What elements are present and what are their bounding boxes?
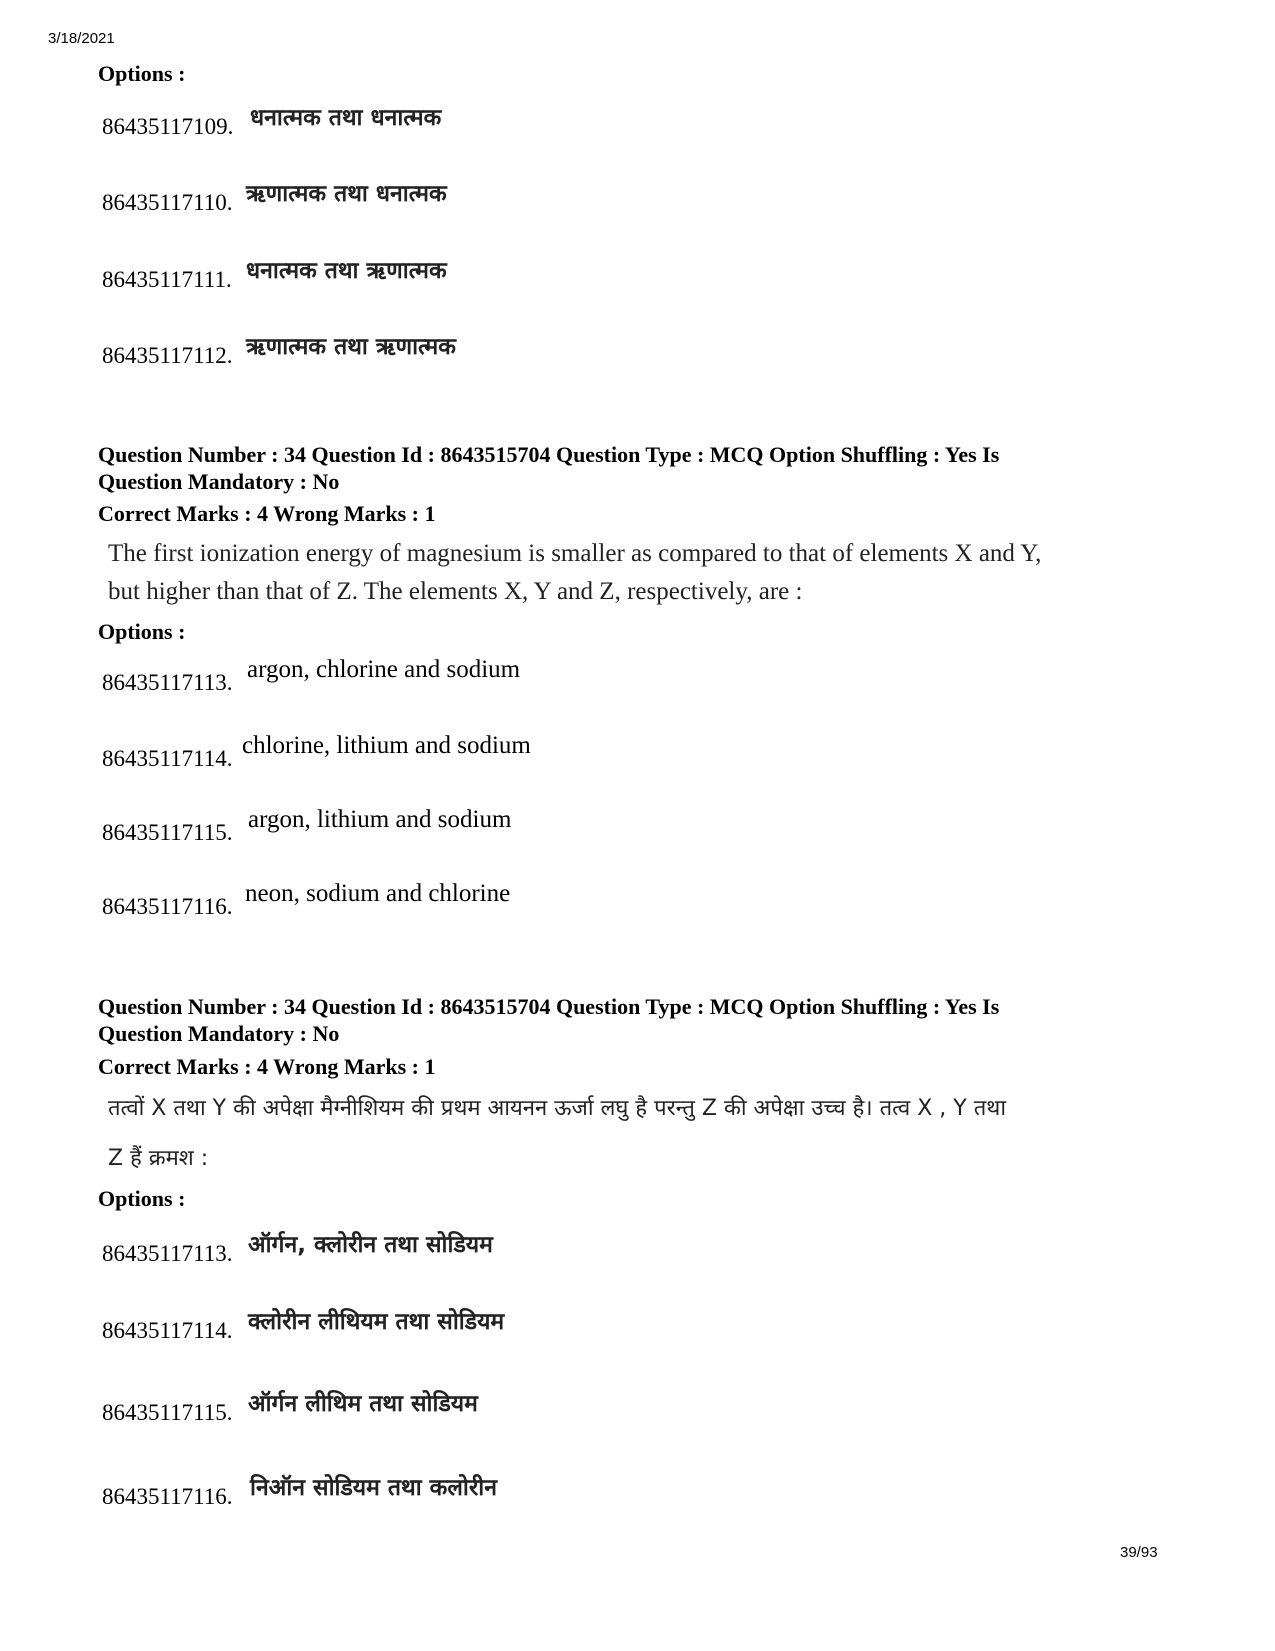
option-id: 86435117116.	[102, 1484, 233, 1509]
option-text: धनात्मक तथा धनात्मक	[250, 105, 442, 131]
option-id: 86435117115.	[102, 820, 233, 845]
option-row	[102, 1386, 1102, 1426]
option-id: 86435117112.	[102, 343, 233, 368]
options-label: Options :	[98, 61, 186, 86]
option-text: क्लोरीन लीथियम तथा सोडियम	[248, 1309, 505, 1335]
option-text: ऑर्गन लीथिम तथा सोडियम	[248, 1391, 478, 1417]
page-number: 39/93	[1120, 1544, 1158, 1561]
option-row	[102, 176, 1102, 216]
option-id: 86435117115.	[102, 1400, 233, 1425]
option-row	[102, 253, 1102, 293]
option-row	[102, 732, 1102, 772]
option-id: 86435117114.	[102, 746, 233, 771]
option-text: neon, sodium and chlorine	[245, 880, 511, 907]
option-id: 86435117111.	[102, 267, 232, 292]
question-meta: Question Number : 34 Question Id : 8643515704 Question Type : MCQ Option Shuffling : Yes Is	[98, 442, 1000, 467]
option-row	[102, 1470, 1102, 1510]
option-text: chlorine, lithium and sodium	[242, 732, 531, 759]
option-id: 86435117113.	[102, 670, 233, 695]
print-date: 3/18/2021	[48, 30, 115, 47]
option-text: धनात्मक तथा ऋणात्मक	[246, 258, 447, 284]
option-text: argon, chlorine and sodium	[247, 656, 521, 683]
option-text: ऋणात्मक तथा ऋणात्मक	[246, 334, 456, 360]
option-row	[102, 1227, 1102, 1267]
option-text: argon, lithium and sodium	[248, 806, 512, 833]
option-id: 86435117113.	[102, 1241, 233, 1266]
option-id: 86435117114.	[102, 1318, 233, 1343]
option-row	[102, 100, 1102, 140]
option-text: निऑन सोडियम तथा कलोरीन	[250, 1475, 498, 1501]
option-row	[102, 880, 1102, 920]
question-marks: Correct Marks : 4 Wrong Marks : 1	[98, 1054, 436, 1079]
option-id: 86435117116.	[102, 894, 233, 919]
options-label: Options :	[98, 619, 186, 644]
question-marks: Correct Marks : 4 Wrong Marks : 1	[98, 501, 436, 526]
question-mandatory: Question Mandatory : No	[98, 469, 340, 494]
option-id: 86435117110.	[102, 190, 233, 215]
option-row	[102, 656, 1102, 696]
option-row	[102, 806, 1102, 846]
options-label: Options :	[98, 1186, 186, 1211]
question-text-line2: Z हैं क्रमश :	[108, 1146, 209, 1171]
option-row	[102, 329, 1102, 369]
question-meta: Question Number : 34 Question Id : 8643515704 Question Type : MCQ Option Shuffling : Yes Is	[98, 994, 1000, 1019]
question-mandatory: Question Mandatory : No	[98, 1021, 340, 1046]
option-text: ऋणात्मक तथा धनात्मक	[246, 181, 447, 207]
option-row	[102, 1304, 1102, 1344]
option-id: 86435117109.	[102, 114, 234, 139]
question-text-line1: The first ionization energy of magnesium is smaller as compared to that of elements X and Y,	[108, 540, 1042, 567]
option-text: ऑर्गन, क्लोरीन तथा सोडियम	[248, 1232, 493, 1258]
question-text-line2: but higher than that of Z. The elements X, Y and Z, respectively, are :	[108, 578, 803, 605]
question-text-line1: तत्वों X तथा Y की अपेक्षा मैग्नीशियम की प्रथम आयनन ऊर्जा लघु है परन्तु Z की अपेक्षा उच्च है। तत्व X , Y तथा	[108, 1096, 1007, 1121]
